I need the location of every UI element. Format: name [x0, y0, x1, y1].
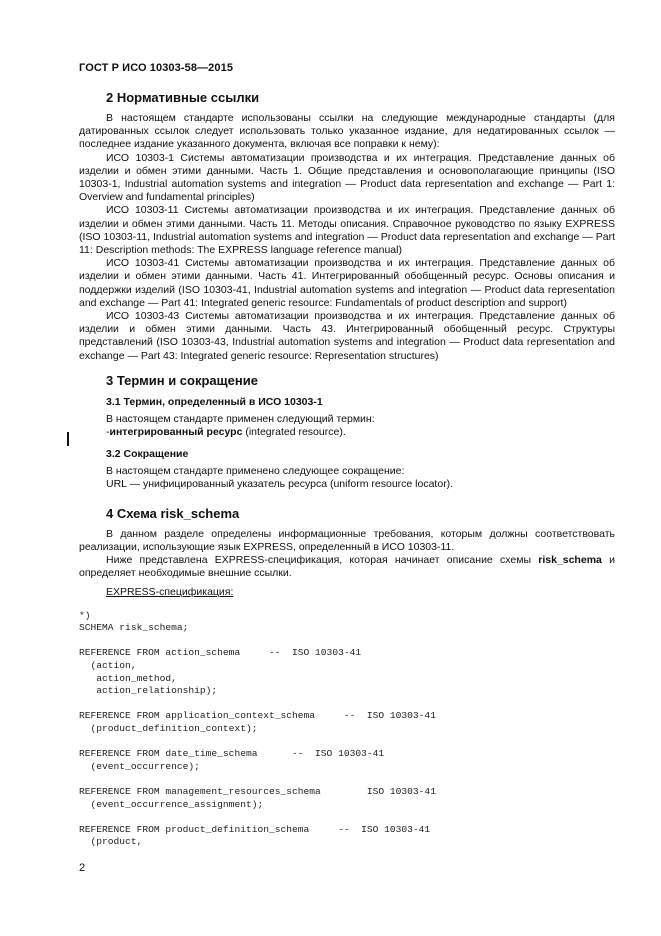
document-header: ГОСТ Р ИСО 10303-58—2015	[79, 62, 234, 74]
section-4-heading: 4 Схема risk_schema	[106, 505, 240, 521]
code-line: REFERENCE FROM action_schema -- ISO 10303-41	[79, 647, 362, 659]
code-line	[79, 736, 615, 749]
page-content	[79, 90, 615, 859]
term-english: (integrated resource).	[242, 426, 346, 439]
code-line: *)	[79, 609, 91, 621]
section-3-2-intro: В настоящем стандарте применено следующее сокращение:	[106, 465, 405, 478]
section-3-heading: 3 Термин и сокращение	[106, 372, 258, 388]
code-line: REFERENCE FROM date_time_schema -- ISO 10303-41	[79, 748, 385, 760]
express-spec-label: EXPRESS-спецификация:	[106, 586, 234, 599]
code-line: (product_definition_context);	[79, 723, 258, 735]
section-4-para-1: В данном разделе определены информационные требования, которым должны соответствовать реализации, использующие язык EXPRESS, определенный в ИСО 10303-11.	[79, 527, 615, 553]
code-line: REFERENCE FROM management_resources_schema ISO 10303-41	[79, 786, 436, 797]
express-code-listing	[79, 610, 615, 849]
code-line	[79, 773, 615, 786]
section-4-para-2	[79, 554, 615, 580]
section-2-intro: В настоящем стандарте использованы ссылки на следующие международные стандарты (для датированных ссылок следует использовать только указанное издание, для недатированных ссылок — последнее издание указанного документа, включая все поправки к нему):	[79, 112, 615, 151]
section-3-1-intro: В настоящем стандарте применен следующий термин:	[106, 412, 375, 425]
term-name: интегрированный ресурс	[109, 426, 243, 439]
section-normative-references	[79, 90, 615, 363]
section-3-1-heading: 3.1 Термин, определенный в ИСО 10303-1	[106, 395, 323, 408]
section-2-heading: 2 Нормативные ссылки	[106, 90, 260, 105]
para-2-text-before: Ниже представлена EXPRESS-спецификация, которая начинает описание схемы	[106, 554, 539, 567]
code-line	[79, 811, 615, 824]
code-line: action_method,	[79, 672, 177, 684]
para-2-text-after: и определяет необходимые внешние ссылки.	[79, 554, 615, 580]
section-3-2-heading: 3.2 Сокращение	[106, 448, 189, 461]
code-line: (event_occurrence);	[79, 760, 200, 772]
section-terms	[79, 373, 615, 492]
page-number: 2	[79, 862, 86, 874]
code-line	[79, 635, 615, 648]
section-risk-schema	[79, 506, 615, 849]
term-definition	[79, 426, 615, 439]
code-line: action_relationship);	[79, 685, 218, 697]
reference-iso-10303-11: ИСО 10303-11 Системы автоматизации производства и их интеграция. Представление данных об изделии и обмен этими данными. Часть 11. Методы описания. Справочное руководство по языку EXPRESS (ISO 10303-11, Industrial automation systems and integration — Product data representation and exchange — Part 11: Description methods: The EXPRESS language reference manual)	[79, 204, 615, 257]
reference-iso-10303-43: ИСО 10303-43 Системы автоматизации производства и их интеграция. Представление данных об изделии и обмен этими данными. Часть 43. Интегрированный обобщенный ресурс. Структуры представлений (ISO 10303-43, Industrial automation systems and integration — Product data representation and exchange — Part 43: Integrated generic resource: Representation structures)	[79, 310, 615, 362]
code-line: REFERENCE FROM product_definition_schema -- ISO 10303-41	[79, 823, 431, 835]
term-prefix: -	[106, 426, 110, 439]
code-line: SCHEMA risk_schema;	[79, 622, 189, 634]
code-line: (event_occurrence_assignment);	[79, 798, 264, 810]
schema-name: risk_schema	[538, 554, 602, 567]
code-line	[79, 698, 615, 711]
code-line: (product,	[79, 836, 143, 848]
reference-iso-10303-1: ИСО 10303-1 Системы автоматизации производства и их интеграция. Представление данных об изделии и обмен этими данными. Часть 1. Общие представления и основополагающие принципы (ISO 10303-1, Industrial automation systems and integration — Product data representation and exchange — Part 1: Overview and fundamental principles)	[79, 151, 615, 204]
code-line: (action,	[79, 660, 137, 672]
reference-iso-10303-41: ИСО 10303-41 Системы автоматизации производства и их интеграция. Представление данных об изделии и обмен этими данными. Часть 41. Интегрированный обобщенный ресурс. Основы описания и поддержки изделий (ISO 10303-41, Industrial automation systems and integration — Product data representation and exchange — Part 41: Integrated generic resource: Fundamentals of product description and support)	[79, 257, 615, 309]
code-line: REFERENCE FROM application_context_schema -- ISO 10303-41	[79, 710, 436, 722]
revision-bar	[67, 432, 69, 446]
abbreviation-url: URL — унифицированный указатель ресурса (uniform resource locator).	[106, 478, 454, 491]
